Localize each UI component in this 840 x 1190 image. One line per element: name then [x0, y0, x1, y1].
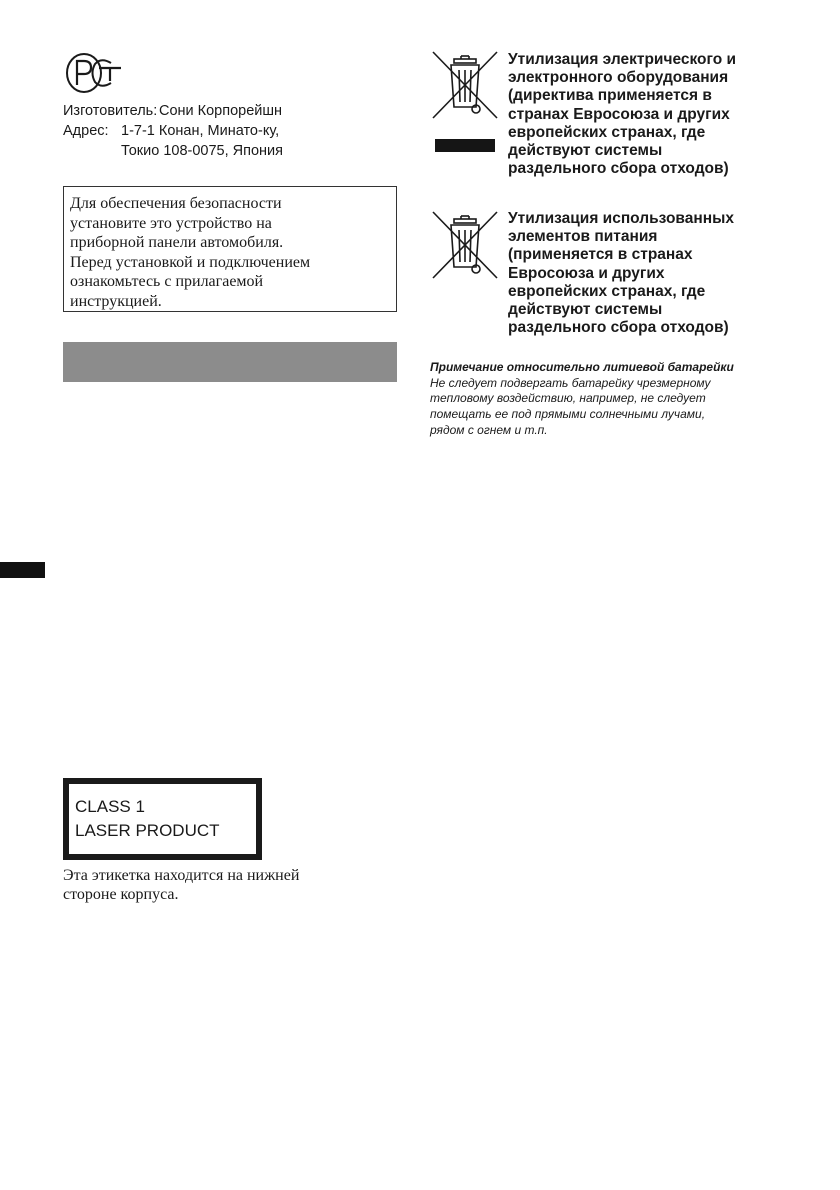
recycling-line: европейских странах, где [508, 123, 706, 141]
safety-notice-line: Для обеспечения безопасности [70, 195, 282, 212]
manufacturer-info [63, 101, 283, 161]
safety-notice-box [63, 186, 397, 312]
laser-note-line: стороне корпуса. [63, 886, 179, 903]
recycling-notice-1 [508, 51, 736, 178]
safety-notice-line: установите это устройство на [70, 214, 272, 232]
recycling-line: европейских странах, где [508, 282, 706, 300]
manufacturer-row [63, 101, 283, 121]
recycling-line: Утилизация использованных [508, 210, 734, 227]
address-line-1: 1-7-1 Конан, Минато-ку, [121, 123, 280, 139]
battery-note [430, 360, 734, 439]
safety-notice-line: инструкцией. [70, 292, 162, 310]
safety-notice-line: Перед установкой и подключением [70, 253, 311, 271]
battery-note-line: рядом с огнем и т.п. [430, 422, 548, 437]
address-row [63, 121, 283, 141]
safety-notice-line: ознакомьтесь с прилагаемой [70, 273, 264, 290]
battery-note-line: тепловому воздействию, например, не следует [430, 391, 706, 406]
recycling-line: раздельного сбора отходов) [508, 160, 729, 178]
recycling-line: Евросоюза и других [508, 264, 665, 282]
recycling-line: действуют системы [508, 301, 663, 319]
recycling-line: действуют системы [508, 142, 663, 160]
recycling-notice-2 [508, 210, 734, 337]
crossed-out-wheelie-bin-icon [432, 51, 498, 119]
battery-note-line: помещать ее под прямыми солнечными лучами, [430, 407, 706, 422]
manufacturer-label: Изготовитель: [63, 103, 158, 119]
battery-note-title: Примечание относительно литиевой батарейки [430, 360, 734, 374]
side-tab-marker [0, 562, 45, 578]
laser-label-note [63, 866, 299, 904]
recycling-line: (применяется в странах [508, 246, 693, 264]
certification-mark-icon [63, 51, 127, 95]
crossed-out-wheelie-bin-icon [432, 211, 498, 279]
laser-product-text: LASER PRODUCT [75, 821, 220, 840]
manufacturer-value: Сони Корпорейшн [159, 103, 283, 119]
recycling-line: странах Евросоюза и других [508, 105, 730, 123]
section-header-bar [63, 342, 397, 382]
recycling-line: электронного оборудования [508, 69, 729, 87]
laser-label-box [63, 778, 262, 860]
battery-note-line: Не следует подвергать батарейку чрезмерному [430, 375, 711, 390]
recycling-line: Утилизация электрического и [508, 51, 737, 68]
recycling-line: элементов питания [508, 228, 658, 246]
separate-collection-bar [435, 139, 495, 152]
recycling-line: (директива применяется в [508, 87, 712, 105]
safety-notice-line: приборной панели автомобиля. [70, 234, 284, 251]
address-label: Адрес: [63, 123, 109, 139]
laser-class-text: CLASS 1 [75, 797, 145, 816]
laser-note-line: Эта этикетка находится на нижней [63, 867, 300, 884]
recycling-line: раздельного сбора отходов) [508, 319, 729, 337]
address-row-2 [63, 141, 283, 161]
address-line-2: Токио 108-0075, Япония [121, 143, 284, 159]
